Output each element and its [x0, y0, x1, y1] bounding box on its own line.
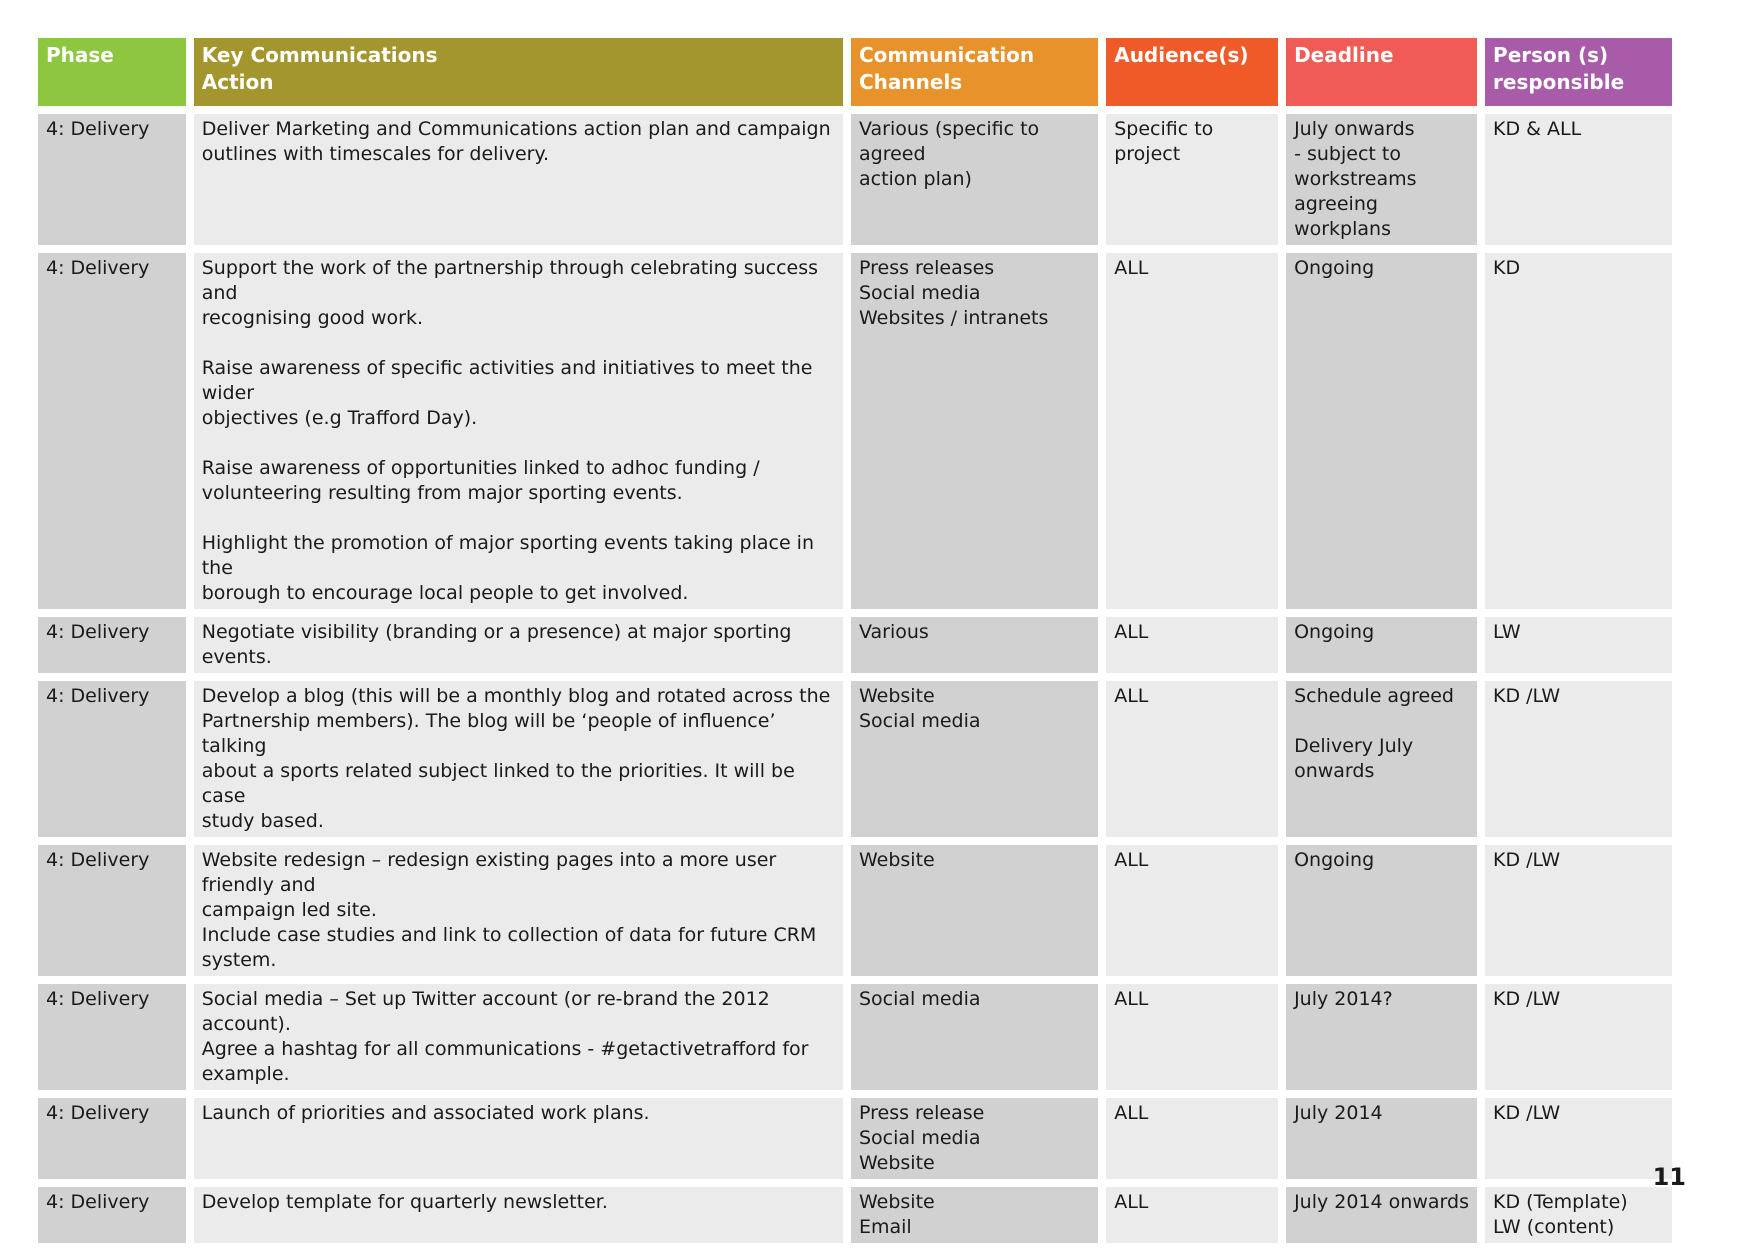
communications-action-table [30, 30, 1680, 1251]
header-phase: Phase [38, 38, 186, 106]
cell-action: Social media – Set up Twitter account (or re-brand the 2012 account). Agree a hashtag for all communications - #getactivetrafford for example. [194, 984, 843, 1090]
cell-deadline: Ongoing [1286, 845, 1477, 976]
cell-deadline: Ongoing [1286, 617, 1477, 673]
table-row [38, 114, 1672, 245]
cell-channels: Various (specific to agreed action plan) [851, 114, 1098, 245]
cell-deadline: Schedule agreed Delivery July onwards [1286, 681, 1477, 837]
table-row [38, 984, 1672, 1090]
cell-phase: 4: Delivery [38, 253, 186, 609]
cell-person: KD /LW [1485, 1098, 1672, 1179]
cell-person: KD (Template) LW (content) [1485, 1187, 1672, 1243]
cell-channels: Social media [851, 984, 1098, 1090]
cell-action: Develop a blog (this will be a monthly blog and rotated across the Partnership members). The blog will be ‘people of influence’ talking about a sports related subject linked to the priorities. It will be case study based. [194, 681, 843, 837]
cell-person: KD /LW [1485, 984, 1672, 1090]
table-row [38, 617, 1672, 673]
cell-phase: 4: Delivery [38, 845, 186, 976]
cell-person: LW [1485, 617, 1672, 673]
header-deadline: Deadline [1286, 38, 1477, 106]
cell-person: KD /LW [1485, 845, 1672, 976]
cell-audience: ALL [1106, 253, 1278, 609]
cell-action: Website redesign – redesign existing pages into a more user friendly and campaign led site. Include case studies and link to collection of data for future CRM system. [194, 845, 843, 976]
page-number: 11 [1652, 1163, 1686, 1191]
cell-person: KD [1485, 253, 1672, 609]
table-row [38, 1098, 1672, 1179]
cell-phase: 4: Delivery [38, 681, 186, 837]
cell-action: Deliver Marketing and Communications action plan and campaign outlines with timescales for delivery. [194, 114, 843, 245]
cell-deadline: July 2014 [1286, 1098, 1477, 1179]
cell-phase: 4: Delivery [38, 1187, 186, 1243]
document-page [38, 38, 1672, 1251]
cell-action: Negotiate visibility (branding or a presence) at major sporting events. [194, 617, 843, 673]
cell-deadline: July 2014 onwards [1286, 1187, 1477, 1243]
table-row [38, 253, 1672, 609]
cell-channels: Website Email [851, 1187, 1098, 1243]
header-communication-channels: Communication Channels [851, 38, 1098, 106]
cell-channels: Website [851, 845, 1098, 976]
cell-deadline: July onwards - subject to workstreams agreeing workplans [1286, 114, 1477, 245]
cell-audience: ALL [1106, 845, 1278, 976]
header-key-communications-action: Key Communications Action [194, 38, 843, 106]
cell-channels: Press releases Social media Websites / intranets [851, 253, 1098, 609]
cell-deadline: Ongoing [1286, 253, 1477, 609]
table-row [38, 845, 1672, 976]
cell-audience: Specific to project [1106, 114, 1278, 245]
cell-phase: 4: Delivery [38, 984, 186, 1090]
table-header-row [38, 38, 1672, 106]
cell-audience: ALL [1106, 1098, 1278, 1179]
cell-audience: ALL [1106, 1187, 1278, 1243]
cell-action: Launch of priorities and associated work plans. [194, 1098, 843, 1179]
cell-channels: Press release Social media Website [851, 1098, 1098, 1179]
cell-audience: ALL [1106, 984, 1278, 1090]
header-audiences: Audience(s) [1106, 38, 1278, 106]
table-row [38, 1187, 1672, 1243]
table-row [38, 681, 1672, 837]
cell-deadline: July 2014? [1286, 984, 1477, 1090]
cell-channels: Various [851, 617, 1098, 673]
header-person-responsible: Person (s) responsible [1485, 38, 1672, 106]
cell-audience: ALL [1106, 617, 1278, 673]
cell-action: Develop template for quarterly newsletter. [194, 1187, 843, 1243]
cell-action: Support the work of the partnership through celebrating success and recognising good work. Raise awareness of specific activities and initiatives to meet the wider objectives (e.g Trafford Day). Raise awareness of opportunities linked to adhoc funding / volunteering resulting from major sporting events. Highlight the promotion of major sporting events taking place in the borough to encourage local people to get involved. [194, 253, 843, 609]
cell-phase: 4: Delivery [38, 114, 186, 245]
cell-channels: Website Social media [851, 681, 1098, 837]
cell-phase: 4: Delivery [38, 617, 186, 673]
cell-person: KD /LW [1485, 681, 1672, 837]
cell-audience: ALL [1106, 681, 1278, 837]
cell-person: KD & ALL [1485, 114, 1672, 245]
cell-phase: 4: Delivery [38, 1098, 186, 1179]
